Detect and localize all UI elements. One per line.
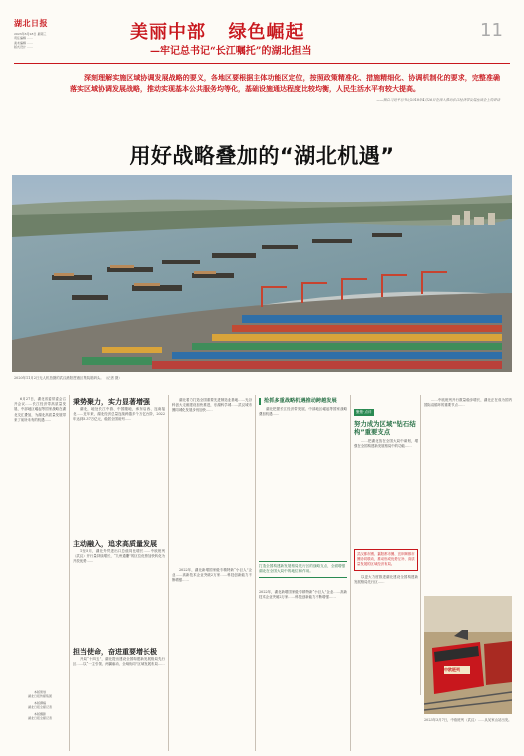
- column-rule: [168, 395, 169, 751]
- sidebar-body: 湖北把握长江经济带发展、中部地区崛起等国家战略叠加机遇……: [259, 407, 347, 417]
- column-rule: [69, 395, 70, 751]
- lead-text: 深刻理解实施区域协调发展战略的要义，各地区要根据主体功能区定位，按照政策精准化、措施精细化、协调机制化的要求，完整准确落实区域协调发展战略，推动实现基本公共服务均等化，基础设施通达程度比较均衡，人民生活水平有较大提高。: [70, 73, 500, 93]
- column-rule: [420, 395, 421, 695]
- right-sidebar-closing: 以更大力度推进湖北建设全国构建新发展格局先行区……: [354, 574, 418, 584]
- credit-line: 本版策划: [33, 690, 46, 694]
- green-sidebar: [259, 398, 347, 578]
- section-body: 1至5月，湖北外贸进出口总值同比增长……中欧班列（武汉）开行量持续增长，“九州通衢”的区位优势加快转化为开放优势……: [73, 549, 165, 564]
- middle-body: 湖北着力打造全国重要先进制造业基地……光谷科创大走廊建设加快推进，东湖科学城……武汉城市圈同城化发展步伐加快……: [172, 398, 252, 413]
- lead-source: ——摘自习近平总书记2018年4月26日在深入推动长江经济带发展座谈会上的讲话: [376, 98, 500, 102]
- column-rule: [255, 395, 256, 751]
- sidebar-subheading: 打造全国构建新发展格局先行区的战略支点，全面增强湖北在全国大局中的地位和作用。: [259, 561, 347, 578]
- section-heading: 主动融入，追求高质量发展: [73, 540, 157, 548]
- train-photo: [424, 596, 512, 714]
- section-3: [73, 648, 165, 749]
- quote-box: 武汉都市圈、襄阳都市圈、宜荆荆都市圈协同联动，推动形成优势互补、高质量发展的区域经济布局。: [354, 549, 418, 571]
- right-sidebar-heading: 努力成为区域“钻石结构”重要支点: [354, 420, 416, 436]
- photo-caption: 2020年11月2日无人机拍摄的武汉港阳逻港区集装箱码头。（记者 摄）: [14, 376, 122, 380]
- banner-title-left: 美丽中部: [130, 22, 206, 43]
- right-sidebar: [354, 398, 418, 671]
- middle-body-2: 2022年，湖北新增国家级专精特新“小巨人”企业……高新技术企业突破2万家……科技创新能力不断增强……: [172, 568, 252, 583]
- column4-body-text: 2022年，湖北新增国家级专精特新“小巨人”企业……高新技术企业突破2万家……科技创新能力不断增强……: [259, 590, 347, 600]
- train-badge: 中欧班列: [444, 667, 460, 672]
- masthead-subline: 美术编辑 ……: [14, 40, 33, 45]
- credit-line: 湖北日报全媒记者: [27, 716, 52, 721]
- credit-line: 本版撰稿: [33, 700, 46, 705]
- port-aerial-photo: [12, 175, 512, 372]
- banner-subtitle: —牢记总书记“长江嘱托”的湖北担当: [150, 46, 312, 57]
- paper-name: 湖北日报: [14, 18, 48, 28]
- section-1: [73, 398, 165, 533]
- section-heading: 担当使命，奋进重要增长极: [73, 648, 157, 656]
- column-rule: [350, 395, 351, 751]
- masthead-subline: 版式设计 ……: [14, 45, 33, 50]
- masthead: [14, 18, 62, 62]
- far-right-body: ……中欧班列开行数量稳步增长，湖北正在成为国内国际双循环的重要节点……: [424, 398, 512, 408]
- main-title: 用好战略叠加的“湖北机遇”: [129, 144, 395, 168]
- train-caption: 2023年3月7日，中欧班列（武汉）……从吴家山站出发。: [424, 718, 512, 722]
- credit-line: 湖北日报全媒记者: [27, 705, 52, 710]
- masthead-date: 2023年6月28日 星期三: [14, 32, 47, 36]
- credit-line: 湖北日报传媒集团: [27, 694, 52, 699]
- right-sidebar-body: ……把湖北放在全国大局中谋划，增强在全国构建新发展格局中的功能……: [354, 439, 418, 449]
- banner: [70, 18, 450, 58]
- banner-divider: [14, 63, 510, 64]
- left-intro: 6月27日，湖北省委常委会召开会议……长江经济带高质量发展、中部地区崛起等国家战略在湖北交汇叠加，为湖北高质量发展带来了前所未有的机遇……: [14, 397, 66, 422]
- page-number: 11: [480, 20, 503, 41]
- sidebar-tag: 聚焦·点评: [356, 410, 372, 414]
- lead-block: [70, 72, 500, 102]
- credits-block: [14, 690, 66, 720]
- section-body: 开局“十四五”，湖北提出建设全国构建新发展格局先行区……以“一主引领、两翼驱动、全域协同”区域发展布局……: [73, 657, 165, 667]
- section-heading: 秉势聚力，实力显著增强: [73, 398, 150, 406]
- section-body: 湖北，地处长江中游、中国腹地，承东启西、连南接北……近年来，湖北经济总量连续跨越多个万亿台阶，2022年达到5.37万亿元，稳居全国前列……: [73, 407, 165, 422]
- banner-title-right: 绿色崛起: [228, 22, 305, 43]
- sidebar-heading: 抢抓多重战略机遇推动跨越发展: [264, 398, 337, 404]
- masthead-subline: 责任编辑 ……: [14, 36, 33, 41]
- column4-body: [259, 590, 347, 748]
- credit-line: 本版摄影: [33, 711, 46, 716]
- section-2: [73, 540, 165, 641]
